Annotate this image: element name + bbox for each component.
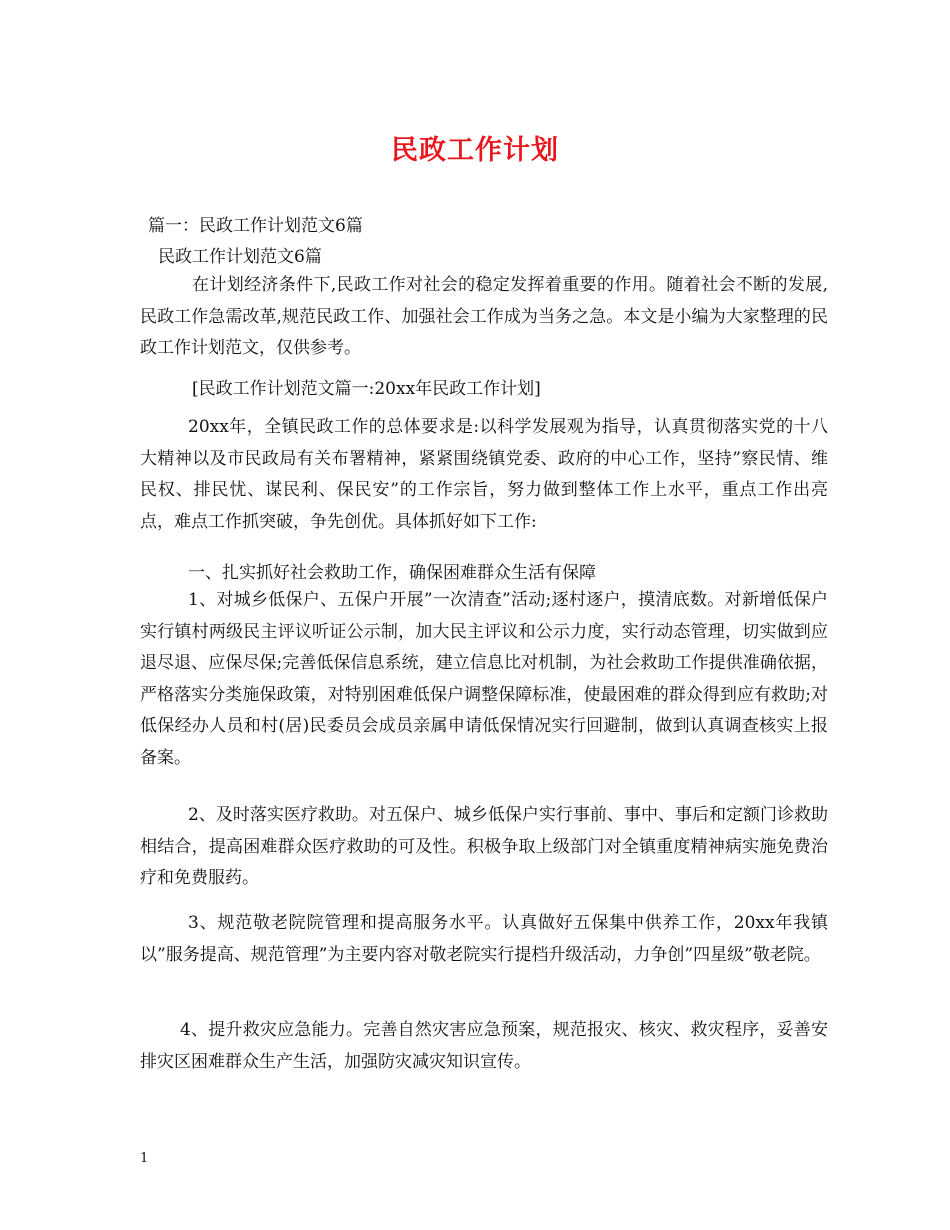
item-4-paragraph: 4、提升救灾应急能力。完善自然灾害应急预案，规范报灾、核灾、救灾程序，妥善安排灾区困难群众生产生活，加强防灾减灾知识宣传。 <box>140 1020 828 1072</box>
intro-paragraph: 在计划经济条件下,民政工作对社会的稳定发挥着重要的作用。随着社会不断的发展,民政工作急需改革,规范民政工作、加强社会工作成为当务之急。本文是小编为大家整理的民政工作计划范文，仅供参考。 <box>140 275 828 359</box>
page-number: 1 <box>140 1151 149 1166</box>
section-subheading: [民政工作计划范文篇一:20xx年民政工作计划] <box>192 379 541 399</box>
document-title: 民政工作计划 <box>391 135 559 166</box>
item-1-paragraph: 1、对城乡低保户、五保户开展”一次清查”活动;逐村逐户，摸清底数。对新增低保户实行镇村两级民主评议听证公示制，加大民主评议和公示力度，实行动态管理，切实做到应退尽退、应保尽保;完善低保信息系统，建立信息比对机制，为社会救助工作提供准确依据，严格落实分类施保政策，对特别困难低保户调整保障标准，使最困难的群众得到应有救助;对低保经办人员和村(居)民委员会成员亲属申请低保情况实行回避制，做到认真调查核实上报备案。 <box>140 590 828 768</box>
article-header: 篇一：民政工作计划范文6篇 <box>148 216 363 236</box>
item-3-paragraph: 3、规范敬老院院管理和提高服务水平。认真做好五保集中供养工作，20xx年我镇以”服务提高、规范管理”为主要内容对敬老院实行提档升级活动，力争创”四星级”敬老院。 <box>140 913 828 965</box>
section-heading-1: 一、扎实抓好社会救助工作，确保困难群众生活有保障 <box>188 563 596 583</box>
overview-paragraph: 20xx年，全镇民政工作的总体要求是:以科学发展观为指导，认真贯彻落实党的十八大精神以及市民政局有关布署精神，紧紧围绕镇党委、政府的中心工作，坚持”察民情、维民权、排民忧、谋民利、保民安”的工作宗旨，努力做到整体工作上水平，重点工作出亮点，难点工作抓突破，争先创优。具体抓好如下工作: <box>140 417 828 532</box>
item-2-paragraph: 2、及时落实医疗救助。对五保户、城乡低保户实行事前、事中、事后和定额门诊救助相结合，提高困难群众医疗救助的可及性。积极争取上级部门对全镇重度精神病实施免费治疗和免费服药。 <box>140 805 828 889</box>
article-subtitle: 民政工作计划范文6篇 <box>158 247 322 267</box>
